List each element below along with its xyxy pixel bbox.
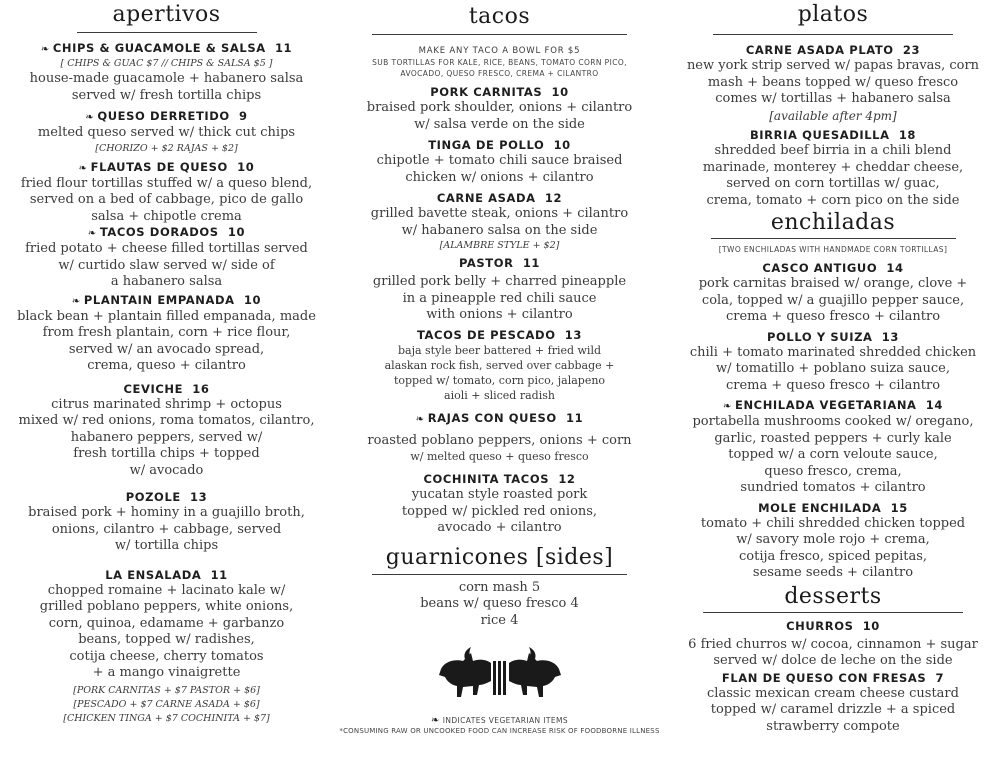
item-desc-line: w/ habanero salsa on the side	[401, 222, 598, 238]
item-desc-line: [available after 4pm]	[769, 108, 897, 123]
section-rule	[703, 612, 963, 613]
item-desc-line: corn, quinoa, edamame + garbanzo	[48, 615, 285, 631]
item-price: 10	[553, 138, 571, 152]
item-desc-line: served on corn tortillas w/ guac,	[726, 176, 940, 191]
leaf-icon: ❧	[723, 401, 732, 412]
item-name: POLLO Y SUIZA	[767, 329, 873, 344]
item-name: CARNE ASADA PLATO	[745, 43, 894, 57]
item-desc-line: w/ melted queso + queso fresco	[410, 450, 589, 463]
menu-item	[333, 472, 666, 537]
item-desc-line: w/ tomatillo + poblano suiza sauce,	[716, 361, 950, 376]
item-desc-line: habanero peppers, served w/	[70, 429, 263, 445]
item-desc-line: house-made guacamole + habanero salsa	[29, 71, 304, 86]
item-price: 16	[192, 381, 210, 396]
item-desc-line: fresh tortilla chips + topped	[73, 446, 260, 461]
menu-item	[333, 191, 666, 253]
enchiladas-intro: [TWO ENCHILADAS WITH HANDMADE CORN TORTILLAS]	[718, 245, 948, 254]
item-desc-line: served w/ dolce de leche on the side	[713, 653, 953, 668]
item-name-row	[333, 411, 666, 427]
side-item: corn mash 5	[458, 579, 541, 595]
section-title-sides: guarnicones [sides]	[385, 544, 614, 570]
item-option: [ CHIPS & GUAC $7 // CHIPS & SALSA $5 ]	[60, 58, 273, 69]
item-desc-line: from fresh plantain, corn + rice flour,	[42, 325, 291, 340]
item-name: PORK CARNITAS	[430, 85, 543, 99]
item-name-row	[0, 160, 333, 176]
item-desc-line: crema, queso + cilantro	[87, 358, 246, 373]
menu-item	[333, 138, 666, 186]
item-name-row	[333, 138, 666, 153]
item-price: 13	[190, 490, 208, 504]
item-name: TACOS DE PESCADO	[416, 327, 556, 342]
item-desc-line: chili + tomato marinated shredded chicken	[689, 344, 977, 360]
item-desc-line: grilled bavette steak, onions + cilantro	[370, 206, 629, 221]
section-rule	[372, 574, 627, 575]
item-name: COCHINITA TACOS	[423, 472, 550, 486]
leaf-icon: ❧	[87, 228, 97, 239]
item-name: RAJAS CON QUESO	[427, 410, 557, 425]
menu-item	[0, 225, 333, 291]
item-desc-line: fried flour tortillas stuffed w/ a queso blend,	[20, 175, 313, 191]
item-price: 11	[566, 410, 584, 425]
item-desc-line: onions, cilantro + cabbage, served	[51, 521, 282, 537]
item-name-row	[333, 256, 666, 271]
item-name-row	[333, 191, 666, 206]
section-title-desserts: desserts	[784, 583, 882, 609]
item-name: MOLE ENCHILADA	[758, 500, 882, 515]
item-name-row	[333, 472, 666, 487]
item-price: 11	[522, 256, 541, 270]
item-name: QUESO DERRETIDO	[97, 109, 230, 123]
item-desc-line: served w/ fresh tortilla chips	[71, 87, 262, 103]
menu-item	[0, 490, 333, 555]
menu-item	[333, 328, 666, 403]
menu-item	[0, 568, 333, 726]
section-rule	[713, 34, 953, 35]
item-desc-line: w/ salsa verde on the side	[414, 116, 585, 132]
menu-item	[666, 261, 1000, 326]
item-name-row	[666, 261, 1000, 276]
item-price: 7	[935, 670, 945, 685]
item-desc-line: shredded beef birria in a chili blend	[714, 143, 952, 158]
menu-item	[0, 160, 333, 226]
item-desc-line: + a mango vinaigrette	[92, 665, 241, 680]
item-name-row	[666, 330, 1000, 345]
item-desc-line: w/ avocado	[129, 462, 204, 478]
tacos-column	[333, 0, 666, 737]
item-name-row	[0, 490, 333, 505]
menu-item	[0, 41, 333, 104]
item-desc-line: cotija fresco, spiced pepitas,	[738, 548, 928, 564]
item-desc-line: melted queso served w/ thick cut chips	[37, 125, 296, 140]
item-name-row	[0, 382, 333, 397]
item-name: FLAUTAS DE QUESO	[90, 159, 228, 174]
item-price: 11	[274, 41, 293, 55]
item-name-row	[333, 85, 666, 100]
item-desc-line: crema + queso fresco + cilantro	[725, 377, 941, 393]
item-name-row	[0, 41, 333, 57]
apertivos-column	[0, 0, 333, 726]
item-desc-line: 6 fried churros w/ cocoa, cinnamon + sugar	[688, 636, 978, 652]
item-option: [CHICKEN TINGA + $7 COCHINITA + $7]	[63, 712, 270, 724]
menu-item	[0, 293, 333, 375]
item-name-row	[666, 398, 1000, 414]
item-name: ENCHILADA VEGETARIANA	[734, 398, 917, 412]
tacos-intro-line: AVOCADO, QUESO FRESCO, CREMA + CILANTRO	[400, 69, 599, 78]
item-desc-line: in a pineapple red chili sauce	[402, 290, 597, 306]
menu-item	[666, 43, 1000, 124]
item-desc-line: pork carnitas braised w/ orange, clove +	[698, 276, 968, 291]
leaf-icon: ❧	[40, 44, 50, 55]
leaf-icon: ❧	[71, 295, 81, 307]
item-desc-line: crema + queso fresco + cilantro	[725, 309, 941, 324]
item-name: TINGA DE POLLO	[428, 138, 545, 152]
item-name-row	[0, 109, 333, 125]
menu-item	[666, 619, 1000, 670]
item-name: BIRRIA QUESADILLA	[749, 128, 890, 142]
veg-legend	[333, 715, 666, 726]
item-desc-line: queso fresco, crema,	[764, 463, 902, 479]
item-name: CHURROS	[786, 618, 854, 633]
item-desc-line: baja style beer battered + fried wild	[397, 343, 602, 357]
item-desc-line: grilled pork belly + charred pineapple	[372, 274, 627, 289]
item-desc-line: mash + beans topped w/ queso fresco	[707, 74, 959, 90]
menu-item	[666, 330, 1000, 395]
item-name-row	[0, 225, 333, 241]
item-name: TACOS DORADOS	[99, 225, 219, 239]
menu-item	[0, 382, 333, 480]
item-name: LA ENSALADA	[105, 567, 202, 582]
item-price: 14	[886, 261, 904, 275]
section-rule	[77, 32, 257, 33]
item-desc-line: avocado + cilantro	[437, 520, 562, 535]
item-price: 10	[237, 159, 255, 174]
item-desc-line: w/ curtido slaw served w/ side of	[58, 257, 275, 273]
item-desc-line: topped w/ caramel drizzle + a spiced	[710, 702, 956, 717]
item-desc-line: braised pork shoulder, onions + cilantro	[366, 100, 633, 115]
item-desc-line: alaskan rock fish, served over cabbage +	[384, 358, 615, 372]
item-desc-line: sesame seeds + cilantro	[752, 565, 914, 580]
item-desc-line: salsa + chipotle crema	[91, 208, 242, 224]
item-desc-line: marinade, monterey + cheddar cheese,	[702, 159, 964, 175]
item-desc-line: yucatan style roasted pork	[411, 487, 588, 502]
item-desc-line: topped w/ a corn veloute sauce,	[728, 447, 938, 462]
item-desc-line: black bean + plantain filled empanada, made	[17, 308, 316, 324]
item-name-row	[666, 671, 1000, 686]
bulls-logo	[435, 639, 565, 709]
item-desc-line: sundried tomatos + cilantro	[740, 480, 926, 495]
menu-item	[666, 671, 1000, 736]
item-price: 9	[239, 109, 248, 123]
section-title-apertivos: apertivos	[112, 2, 221, 27]
item-option: [PESCADO + $7 CARNE ASADA + $6]	[73, 698, 260, 710]
item-desc-line: beans, topped w/ radishes,	[78, 632, 255, 647]
leaf-icon: ❧	[85, 112, 95, 123]
item-name-row	[0, 293, 333, 309]
item-desc-line: cola, topped w/ a guajillo pepper sauce,	[701, 292, 965, 308]
leaf-icon: ❧	[78, 162, 88, 174]
item-desc-line: topped w/ tomato, corn pico, jalapeno	[393, 373, 606, 387]
item-desc-line: fried potato + cheese filled tortillas served	[25, 241, 308, 256]
item-name: CEVICHE	[123, 381, 184, 396]
item-name: CHIPS & GUACAMOLE & SALSA	[52, 41, 266, 55]
section-rule	[372, 34, 627, 35]
item-price: 13	[881, 329, 899, 344]
item-desc-line: classic mexican cream cheese custard	[707, 685, 959, 701]
menu-item	[333, 256, 666, 324]
item-price: 15	[890, 500, 908, 515]
item-desc-line: grilled poblano peppers, white onions,	[39, 599, 294, 614]
raw-food-warning: *CONSUMING RAW OR UNCOOKED FOOD CAN INCREASE RISK OF FOODBORNE ILLNESS	[339, 727, 660, 735]
platos-column	[666, 0, 1000, 735]
item-name-row	[333, 328, 666, 343]
item-desc-line: chicken w/ onions + cilantro	[405, 169, 594, 185]
item-name-row	[666, 501, 1000, 516]
menu-item	[666, 501, 1000, 582]
veg-legend-text: INDICATES VEGETARIAN ITEMS	[442, 716, 569, 725]
item-desc-line: citrus marinated shrimp + octopus	[51, 396, 282, 412]
item-price: 18	[898, 128, 917, 142]
item-desc-line: crema, tomato + corn pico on the side	[706, 192, 960, 208]
item-price: 23	[902, 43, 921, 57]
item-price: 12	[558, 472, 576, 486]
item-desc-line: cotija cheese, cherry tomatos	[69, 648, 264, 664]
item-desc-line: aioli + sliced radish	[444, 388, 555, 402]
item-desc-line: w/ savory mole rojo + crema,	[736, 532, 930, 547]
item-option: [PORK CARNITAS + $7 PASTOR + $6]	[73, 684, 260, 696]
menu-item	[666, 128, 1000, 209]
item-name: FLAN DE QUESO CON FRESAS	[721, 670, 927, 685]
leaf-icon: ❧	[430, 715, 440, 726]
section-rule	[711, 238, 956, 239]
leaf-icon: ❧	[415, 413, 425, 425]
item-option: [ALAMBRE STYLE + $2]	[439, 240, 560, 251]
item-desc-line: served on a bed of cabbage, pico de gallo	[29, 192, 304, 207]
item-desc-line: comes w/ tortillas + habanero salsa	[715, 91, 951, 106]
item-desc-line: w/ tortilla chips	[114, 538, 219, 553]
menu-item	[0, 109, 333, 156]
item-price: 10	[243, 292, 262, 307]
item-name-row	[0, 568, 333, 583]
item-price: 10	[862, 618, 880, 633]
item-price: 12	[544, 191, 563, 205]
item-name: PLANTAIN EMPANADA	[83, 292, 235, 307]
item-desc-line: with onions + cilantro	[426, 307, 573, 322]
item-name-row	[666, 43, 1000, 58]
item-name-row	[666, 619, 1000, 634]
item-desc-line: tomato + chili shredded chicken topped	[700, 515, 966, 531]
section-title-enchiladas: enchiladas	[770, 210, 896, 235]
item-price: 14	[925, 398, 943, 412]
section-title-platos: platos	[797, 2, 869, 27]
section-title-tacos: tacos	[468, 4, 531, 29]
item-desc-line: roasted poblano peppers, onions + corn	[367, 432, 632, 448]
item-name: PASTOR	[458, 256, 514, 270]
tacos-intro-line: MAKE ANY TACO A BOWL FOR $5	[418, 46, 581, 56]
menu-item	[333, 411, 666, 465]
item-desc-line: mixed w/ red onions, roma tomatos, cilantro,	[18, 413, 315, 428]
item-option: [CHORIZO + $2 RAJAS + $2]	[95, 142, 238, 154]
item-desc-line: garlic, roasted peppers + curly kale	[714, 430, 952, 446]
item-desc-line: strawberry compote	[766, 718, 900, 734]
item-price: 10	[227, 225, 246, 239]
item-desc-line: a habanero salsa	[110, 274, 223, 289]
item-name-row	[666, 128, 1000, 143]
item-desc-line: topped w/ pickled red onions,	[401, 503, 598, 519]
item-price: 13	[564, 327, 583, 342]
item-desc-line: new york strip served w/ papas bravas, corn	[686, 58, 980, 73]
menu-item	[666, 398, 1000, 497]
side-item: rice 4	[480, 612, 519, 628]
item-desc-line: served w/ an avocado spread,	[68, 341, 265, 357]
item-name: CARNE ASADA	[436, 191, 536, 205]
item-price: 11	[210, 567, 228, 582]
item-desc-line: portabella mushrooms cooked w/ oregano,	[692, 414, 974, 429]
item-desc-line: braised pork + hominy in a guajillo broth,	[28, 505, 305, 520]
side-item: beans w/ queso fresco 4	[420, 596, 579, 611]
item-price: 10	[551, 85, 569, 99]
tacos-intro-line: SUB TORTILLAS FOR KALE, RICE, BEANS, TOMATO CORN PICO,	[372, 58, 627, 67]
item-desc-line: chipotle + tomato chili sauce braised	[376, 153, 623, 168]
item-name: CASCO ANTIGUO	[762, 261, 878, 275]
item-desc-line: chopped romaine + lacinato kale w/	[47, 582, 286, 598]
item-name: POZOLE	[125, 490, 181, 504]
menu-item	[333, 85, 666, 133]
